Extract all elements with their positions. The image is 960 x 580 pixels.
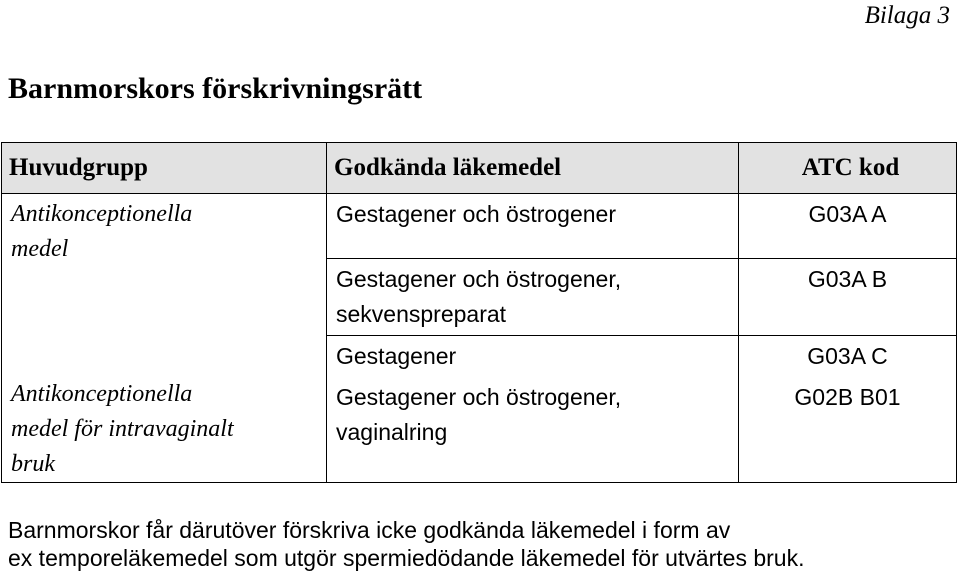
- group-cell-intravaginal: [2, 377, 327, 483]
- header-main-group: Huvudgrupp: [2, 143, 327, 194]
- drug-cell: [327, 336, 739, 378]
- prescription-rights-table: [1, 142, 957, 483]
- header-atc-code: ATC kod: [739, 143, 957, 194]
- drug-text-line: Gestagener och östrogener,: [336, 266, 622, 292]
- atc-cell: G03A B: [739, 259, 957, 336]
- drug-cell: [327, 194, 739, 259]
- group-text-line: Antikonceptionella: [11, 201, 193, 227]
- footnote-line: Barnmorskor får därutöver förskriva icke godkända läkemedel i form av: [8, 517, 731, 543]
- group-text-line: bruk: [11, 451, 55, 477]
- drug-cell: [327, 259, 739, 336]
- group-text-line: Antikonceptionella: [11, 381, 193, 407]
- footnote: [8, 516, 958, 572]
- table-header-row: [2, 143, 957, 194]
- drug-text-line: sekvenspreparat: [336, 301, 507, 327]
- header-approved-drugs: Godkända läkemedel: [327, 143, 739, 194]
- annex-label: Bilaga 3: [864, 2, 950, 29]
- atc-cell: G03A C: [739, 336, 957, 378]
- drug-text-line: Gestagener och östrogener,: [336, 384, 622, 410]
- table-row: [2, 377, 957, 483]
- group-text-line: medel för intravaginalt: [11, 416, 234, 442]
- table-row: [2, 194, 957, 259]
- drug-text-line: Gestagener: [336, 343, 457, 369]
- atc-cell: G03A A: [739, 194, 957, 259]
- drug-text-line: Gestagener och östrogener: [336, 201, 617, 227]
- atc-cell: G02B B01: [739, 377, 957, 483]
- group-text-line: medel: [11, 236, 69, 262]
- document-title: Barnmorskors förskrivningsrätt: [8, 72, 423, 105]
- footnote-line: ex temporeläkemedel som utgör spermiedödande läkemedel för utvärtes bruk.: [8, 545, 805, 571]
- drug-text-line: vaginalring: [336, 419, 448, 445]
- drug-cell: [327, 377, 739, 483]
- group-cell-contraceptives: [2, 194, 327, 378]
